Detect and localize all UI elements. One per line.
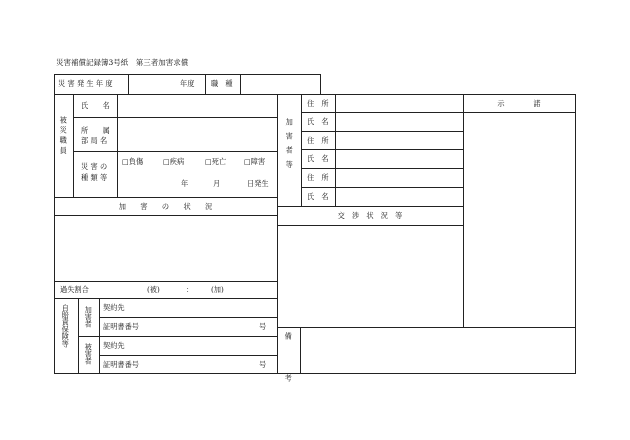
assailant-address-2-label: 住 所 [307,136,329,145]
victim-cert-label: 証明書番号 [103,360,139,369]
assailant-section-label: 加害者等 [285,118,295,175]
remarks-textarea[interactable] [301,328,574,372]
remarks-label: 備 考 [284,332,294,396]
victim-dept-field[interactable] [118,118,276,150]
victim-type-label-1: 災 害 の [81,162,108,171]
assailant-name-2-label: 氏 名 [307,154,329,163]
fault-ratio-label: 過失割合 [60,285,89,294]
assailant-contract-label: 契約先 [103,303,125,312]
fault-victim-label: (被) [147,285,160,294]
fault-assailant-label: (加) [211,285,224,294]
situation-textarea[interactable] [55,216,276,280]
year-suffix: 年度 [180,79,195,88]
date-month-label: 月 [213,179,221,188]
assailant-cert-suffix: 号 [259,322,267,331]
assailant-name-1-label: 氏 名 [307,117,329,126]
assailant-cert-label: 証明書番号 [103,322,139,331]
date-day-label: 日発生 [247,179,269,188]
situation-heading: 加 害 の 状 況 [118,202,213,211]
date-year-label: 年 [181,179,189,188]
assailant-address-1-label: 住 所 [307,99,329,108]
victim-contract-label: 契約先 [103,341,125,350]
victim-dept-label-1: 所 属 [81,126,110,135]
document-title: 災害補償記録簿3号紙 第三者加害求償 [56,58,189,67]
victim-name-field[interactable] [118,95,276,116]
victim-cert-suffix: 号 [259,360,267,369]
victim-name-label: 氏 名 [81,101,110,110]
insurance-victim-label: 被害者 [84,343,94,365]
job-type-value[interactable] [241,75,319,93]
disaster-year-label: 災 害 発 生 年 度 [58,79,113,88]
disability-checkbox[interactable]: □障害 [244,157,266,166]
negotiation-textarea[interactable] [278,226,462,326]
instructions-textarea[interactable] [464,113,574,326]
illness-checkbox[interactable]: □疾病 [163,157,185,166]
instructions-heading: 示 諾 [497,99,541,108]
victim-type-label-2: 種 類 等 [81,173,108,182]
victim-dept-label-2: 部 局 名 [81,136,108,145]
negotiation-heading: 交 渉 状 況 等 [337,211,403,220]
insurance-assailant-label: 加害者 [84,306,94,328]
death-checkbox[interactable]: □死亡 [205,157,227,166]
insurance-section-label: 自賠責保険等 [61,304,71,348]
job-type-label: 職 種 [211,79,233,88]
fault-colon: ： [186,285,194,294]
assailant-name-3-label: 氏 名 [307,192,329,201]
assailant-address-3-label: 住 所 [307,173,329,182]
injury-checkbox[interactable]: □負傷 [122,157,144,166]
victim-section-label: 被災職員 [59,116,69,157]
